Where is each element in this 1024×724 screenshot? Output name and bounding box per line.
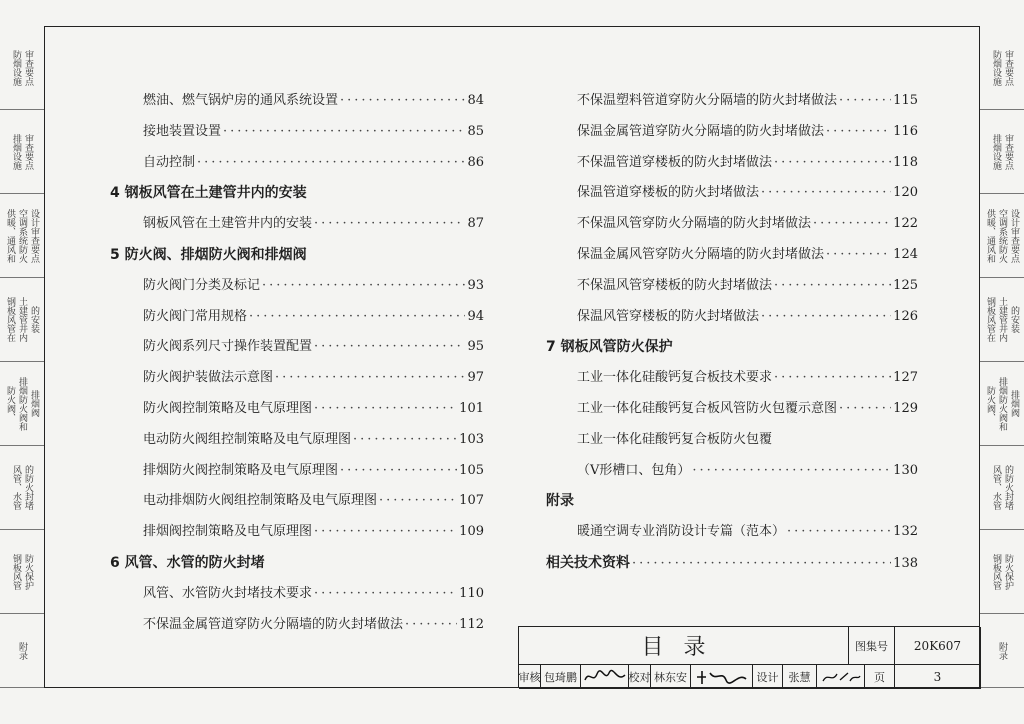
review-label: 审核 bbox=[519, 665, 541, 689]
toc-entry-title: 电动防火阀组控制策略及电气原理图 bbox=[143, 431, 352, 447]
toc-leader-dots bbox=[839, 401, 891, 417]
side-tab-label: 的安装 bbox=[1009, 306, 1019, 333]
toc-entry-title: 工业一体化硅酸钙复合板技术要求 bbox=[577, 370, 773, 386]
design-label: 设计 bbox=[753, 665, 783, 689]
right-side-tab[interactable] bbox=[980, 530, 1024, 614]
toc-entry-page: 85 bbox=[467, 123, 484, 139]
side-tab-label: 土建管井内 bbox=[997, 297, 1007, 342]
toc-leader-dots bbox=[314, 216, 465, 232]
toc-leader-dots bbox=[826, 124, 891, 140]
atlas-label: 图集号 bbox=[849, 627, 895, 665]
toc-entry[interactable] bbox=[577, 216, 918, 232]
toc-entry[interactable] bbox=[577, 370, 918, 386]
check-label: 校对 bbox=[629, 665, 651, 689]
side-tab-label: 设计审查要点 bbox=[29, 208, 39, 263]
toc-entry-page: 116 bbox=[893, 123, 918, 139]
toc-entry-page: 103 bbox=[459, 431, 484, 447]
toc-entry[interactable] bbox=[143, 617, 484, 633]
side-tab-label: 风管、水管 bbox=[991, 465, 1001, 510]
side-tab-label: 审查要点 bbox=[1003, 133, 1013, 170]
title-block-title: 目录 bbox=[519, 627, 849, 665]
side-tab-label: 的防火封堵 bbox=[1003, 465, 1013, 510]
toc-entry[interactable] bbox=[577, 309, 918, 325]
toc-leader-dots bbox=[314, 586, 457, 602]
left-side-tab[interactable] bbox=[0, 110, 44, 194]
side-tab-label: 防火保护 bbox=[23, 553, 33, 590]
side-tab-label: 的防火封堵 bbox=[23, 465, 33, 510]
toc-entry-page: 110 bbox=[459, 585, 484, 601]
toc-leader-dots bbox=[340, 463, 457, 479]
toc-entry-title: 接地装置设置 bbox=[143, 123, 222, 139]
right-side-tab[interactable] bbox=[980, 362, 1024, 446]
side-tab-label: 排烟防火阀和 bbox=[17, 376, 27, 431]
toc-entry-page: 87 bbox=[467, 216, 484, 232]
toc-entry[interactable] bbox=[577, 401, 918, 417]
checker-name: 林东安 bbox=[651, 665, 691, 689]
checker-signature bbox=[691, 665, 753, 689]
toc-leader-dots bbox=[774, 370, 891, 386]
toc-entry-title: 自动控制 bbox=[143, 154, 196, 170]
toc-entry-title: 防火阀门常用规格 bbox=[143, 308, 248, 324]
toc-entry[interactable] bbox=[143, 216, 484, 232]
toc-entry-page: 97 bbox=[467, 370, 484, 386]
left-side-tab[interactable] bbox=[0, 614, 44, 688]
toc-entry[interactable] bbox=[577, 278, 918, 294]
toc-entry[interactable] bbox=[577, 247, 918, 263]
toc-entry-title: 防火阀控制策略及电气原理图 bbox=[143, 401, 313, 416]
toc-entry[interactable] bbox=[577, 124, 918, 140]
right-side-tabs bbox=[980, 26, 1024, 688]
toc-entry[interactable] bbox=[143, 524, 484, 540]
side-tab-label: 防火阀、 bbox=[5, 385, 15, 422]
toc-entry-title: 暖通空调专业消防设计专篇（范本） bbox=[577, 524, 786, 540]
toc-entry[interactable] bbox=[143, 339, 484, 355]
side-tab-label: 防烟设施 bbox=[11, 49, 21, 86]
right-side-tab[interactable] bbox=[980, 446, 1024, 530]
toc-entry-page: 138 bbox=[893, 556, 918, 571]
toc-entry[interactable] bbox=[143, 432, 484, 448]
atlas-number: 20K607 bbox=[895, 627, 981, 665]
toc-entry-page: 130 bbox=[893, 462, 918, 478]
page-label: 页 bbox=[865, 665, 895, 689]
designer-signature bbox=[817, 665, 865, 689]
toc-entry-page: 94 bbox=[467, 308, 484, 324]
side-tab-label: 排烟阀 bbox=[1009, 390, 1019, 417]
side-tab-label: 排烟阀 bbox=[29, 390, 39, 417]
toc-entry[interactable] bbox=[143, 370, 484, 386]
toc-entry-title: 工业一体化硅酸钙复合板防火包覆 bbox=[577, 431, 773, 447]
toc-entry[interactable] bbox=[143, 124, 484, 140]
toc-entry-title: 工业一体化硅酸钙复合板风管防火包覆示意图 bbox=[577, 401, 838, 416]
title-block bbox=[518, 626, 980, 688]
toc-entry-title: 不保温金属管道穿防火分隔墙的防火封堵做法 bbox=[143, 616, 404, 632]
toc-leader-dots bbox=[314, 401, 457, 417]
right-side-tab[interactable] bbox=[980, 110, 1024, 194]
toc-entry-title: 排烟阀控制策略及电气原理图 bbox=[143, 524, 313, 540]
toc-entry-page: 109 bbox=[459, 524, 484, 540]
toc-entry[interactable] bbox=[577, 93, 918, 109]
toc-entry[interactable] bbox=[143, 463, 484, 479]
left-side-tabs bbox=[0, 26, 44, 688]
toc-entry-title: 防火阀门分类及标记 bbox=[143, 277, 261, 293]
side-tab-label: 钢板风管 bbox=[991, 553, 1001, 590]
side-tab-label: 钢板风管在 bbox=[985, 297, 995, 342]
toc-entry-title: 相关技术资料 bbox=[546, 555, 630, 571]
toc-leader-dots bbox=[353, 432, 457, 448]
side-tab-label: 的安装 bbox=[29, 306, 39, 333]
side-tab-label: 审查要点 bbox=[23, 49, 33, 86]
toc-leader-dots bbox=[761, 309, 891, 325]
side-tab-label: 附录 bbox=[17, 641, 27, 660]
toc-leader-dots bbox=[761, 185, 891, 201]
left-side-tab[interactable] bbox=[0, 278, 44, 362]
right-side-tab[interactable] bbox=[980, 614, 1024, 688]
toc-entry-title: （V形槽口、包角） bbox=[577, 462, 691, 478]
toc-entry-page: 105 bbox=[459, 462, 484, 478]
toc-entry[interactable] bbox=[577, 432, 918, 448]
right-side-tab[interactable] bbox=[980, 278, 1024, 362]
toc-leader-dots bbox=[826, 247, 891, 263]
designer-name: 张慧 bbox=[783, 665, 817, 689]
side-tab-label: 防烟设施 bbox=[991, 49, 1001, 86]
side-tab-label: 防火保护 bbox=[1003, 553, 1013, 590]
toc-leader-dots bbox=[787, 524, 891, 540]
toc-entry-title: 防火阀护装做法示意图 bbox=[143, 370, 274, 386]
toc-entry[interactable] bbox=[143, 493, 484, 509]
toc-leader-dots bbox=[262, 278, 465, 294]
left-side-tab[interactable] bbox=[0, 362, 44, 446]
toc-section-heading: 6 风管、水管的防火封堵 bbox=[110, 555, 265, 571]
toc-entry-page: 122 bbox=[893, 216, 918, 232]
toc-leader-dots bbox=[340, 93, 465, 109]
toc-entry-title: 电动排烟防火阀组控制策略及电气原理图 bbox=[143, 493, 378, 509]
side-tab-label: 空调系统防火 bbox=[997, 208, 1007, 263]
left-side-tab[interactable] bbox=[0, 194, 44, 278]
toc-entry-title: 保温风管穿楼板的防火封堵做法 bbox=[577, 308, 760, 324]
toc-entry-page: 127 bbox=[893, 370, 918, 386]
toc-entry[interactable] bbox=[577, 155, 918, 171]
toc-entry-title: 保温金属风管穿防火分隔墙的防火封堵做法 bbox=[577, 247, 825, 262]
toc-entry-page: 86 bbox=[467, 154, 484, 170]
toc-entry-title: 保温金属管道穿防火分隔墙的防火封堵做法 bbox=[577, 123, 825, 139]
side-tab-label: 土建管井内 bbox=[17, 297, 27, 342]
toc-section-heading: 5 防火阀、排烟防火阀和排烟阀 bbox=[110, 247, 307, 263]
toc-entry-page: 93 bbox=[467, 277, 484, 293]
toc-entry-title: 不保温风管穿楼板的防火封堵做法 bbox=[577, 277, 773, 293]
side-tab-label: 钢板风管在 bbox=[5, 297, 15, 342]
left-side-tab[interactable] bbox=[0, 530, 44, 614]
toc-entry-title: 不保温风管穿防火分隔墙的防火封堵做法 bbox=[577, 216, 812, 232]
toc-leader-dots bbox=[632, 556, 891, 572]
side-tab-label: 排烟设施 bbox=[991, 133, 1001, 170]
side-tab-label: 设计审查要点 bbox=[1009, 208, 1019, 263]
toc-entry-page: 112 bbox=[459, 616, 484, 632]
toc-leader-dots bbox=[249, 309, 465, 325]
toc-entry-title: 风管、水管防火封堵技术要求 bbox=[143, 585, 313, 601]
toc-leader-dots bbox=[197, 155, 465, 171]
toc-leader-dots bbox=[314, 524, 457, 540]
toc-entry[interactable] bbox=[143, 586, 484, 602]
side-tab-label: 风管、水管 bbox=[11, 465, 21, 510]
toc-leader-dots bbox=[774, 155, 891, 171]
toc-section-heading: 4 钢板风管在土建管井内的安装 bbox=[110, 185, 307, 202]
toc-entry-page: 101 bbox=[459, 401, 484, 416]
toc-entry[interactable] bbox=[143, 309, 484, 325]
toc-entry[interactable] bbox=[143, 401, 484, 417]
toc-entry[interactable] bbox=[577, 524, 918, 540]
side-tab-label: 供暖、通风和 bbox=[985, 208, 995, 263]
toc-entry-title: 不保温塑料管道穿防火分隔墙的防火封堵做法 bbox=[577, 93, 838, 108]
side-tab-label: 钢板风管 bbox=[11, 553, 21, 590]
toc-entry[interactable] bbox=[143, 93, 484, 109]
page-number: 3 bbox=[895, 665, 981, 689]
toc-leader-dots bbox=[774, 278, 891, 294]
toc-leader-dots bbox=[314, 339, 465, 355]
toc-entry-page: 84 bbox=[467, 93, 484, 108]
toc-leader-dots bbox=[223, 124, 465, 140]
toc-leader-dots bbox=[379, 493, 457, 509]
toc-leader-dots bbox=[839, 93, 891, 109]
toc-leader-dots bbox=[405, 617, 457, 633]
toc-entry-page: 125 bbox=[893, 277, 918, 293]
toc-section-heading: 附录 bbox=[546, 493, 574, 510]
reviewer-signature bbox=[581, 665, 629, 689]
toc-entry-title: 不保温管道穿楼板的防火封堵做法 bbox=[577, 154, 773, 170]
toc-leader-dots bbox=[275, 370, 465, 386]
toc-entry-page: 124 bbox=[893, 247, 918, 262]
toc-entry-title: 燃油、燃气锅炉房的通风系统设置 bbox=[143, 93, 339, 108]
side-tab-label: 防火阀、 bbox=[985, 385, 995, 422]
side-tab-label: 排烟防火阀和 bbox=[997, 376, 1007, 431]
toc-entry-page: 132 bbox=[893, 524, 918, 540]
toc-entry-page: 95 bbox=[467, 339, 484, 355]
toc-entry-page: 118 bbox=[893, 154, 918, 170]
toc-entry[interactable] bbox=[143, 155, 484, 171]
toc-entry-page: 129 bbox=[893, 401, 918, 416]
toc-leader-dots bbox=[813, 216, 891, 232]
toc-entry[interactable] bbox=[577, 185, 918, 201]
left-side-tab[interactable] bbox=[0, 446, 44, 530]
toc-entry-title: 防火阀系列尺寸操作装置配置 bbox=[143, 339, 313, 355]
right-side-tab[interactable] bbox=[980, 194, 1024, 278]
side-tab-label: 审查要点 bbox=[1003, 49, 1013, 86]
toc-entry-page: 120 bbox=[893, 185, 918, 201]
side-tab-label: 附录 bbox=[997, 641, 1007, 660]
side-tab-label: 供暖、通风和 bbox=[5, 208, 15, 263]
toc-leader-dots bbox=[692, 463, 891, 479]
toc-entry[interactable] bbox=[546, 555, 918, 572]
side-tab-label: 排烟设施 bbox=[11, 133, 21, 170]
left-side-tab[interactable] bbox=[0, 26, 44, 110]
toc-entry-page: 115 bbox=[893, 93, 918, 108]
reviewer-name: 包琦鹏 bbox=[541, 665, 581, 689]
toc-entry-title: 钢板风管在土建管井内的安装 bbox=[143, 216, 313, 232]
toc-entry-page: 107 bbox=[459, 493, 484, 509]
side-tab-label: 审查要点 bbox=[23, 133, 33, 170]
toc-entry[interactable] bbox=[577, 463, 918, 479]
toc-entry-page: 126 bbox=[893, 308, 918, 324]
toc-entry-title: 保温管道穿楼板的防火封堵做法 bbox=[577, 185, 760, 201]
side-tab-label: 空调系统防火 bbox=[17, 208, 27, 263]
toc-entry-title: 排烟防火阀控制策略及电气原理图 bbox=[143, 462, 339, 478]
toc-entry[interactable] bbox=[143, 278, 484, 294]
toc-section-heading: 7 钢板风管防火保护 bbox=[546, 339, 673, 356]
right-side-tab[interactable] bbox=[980, 26, 1024, 110]
